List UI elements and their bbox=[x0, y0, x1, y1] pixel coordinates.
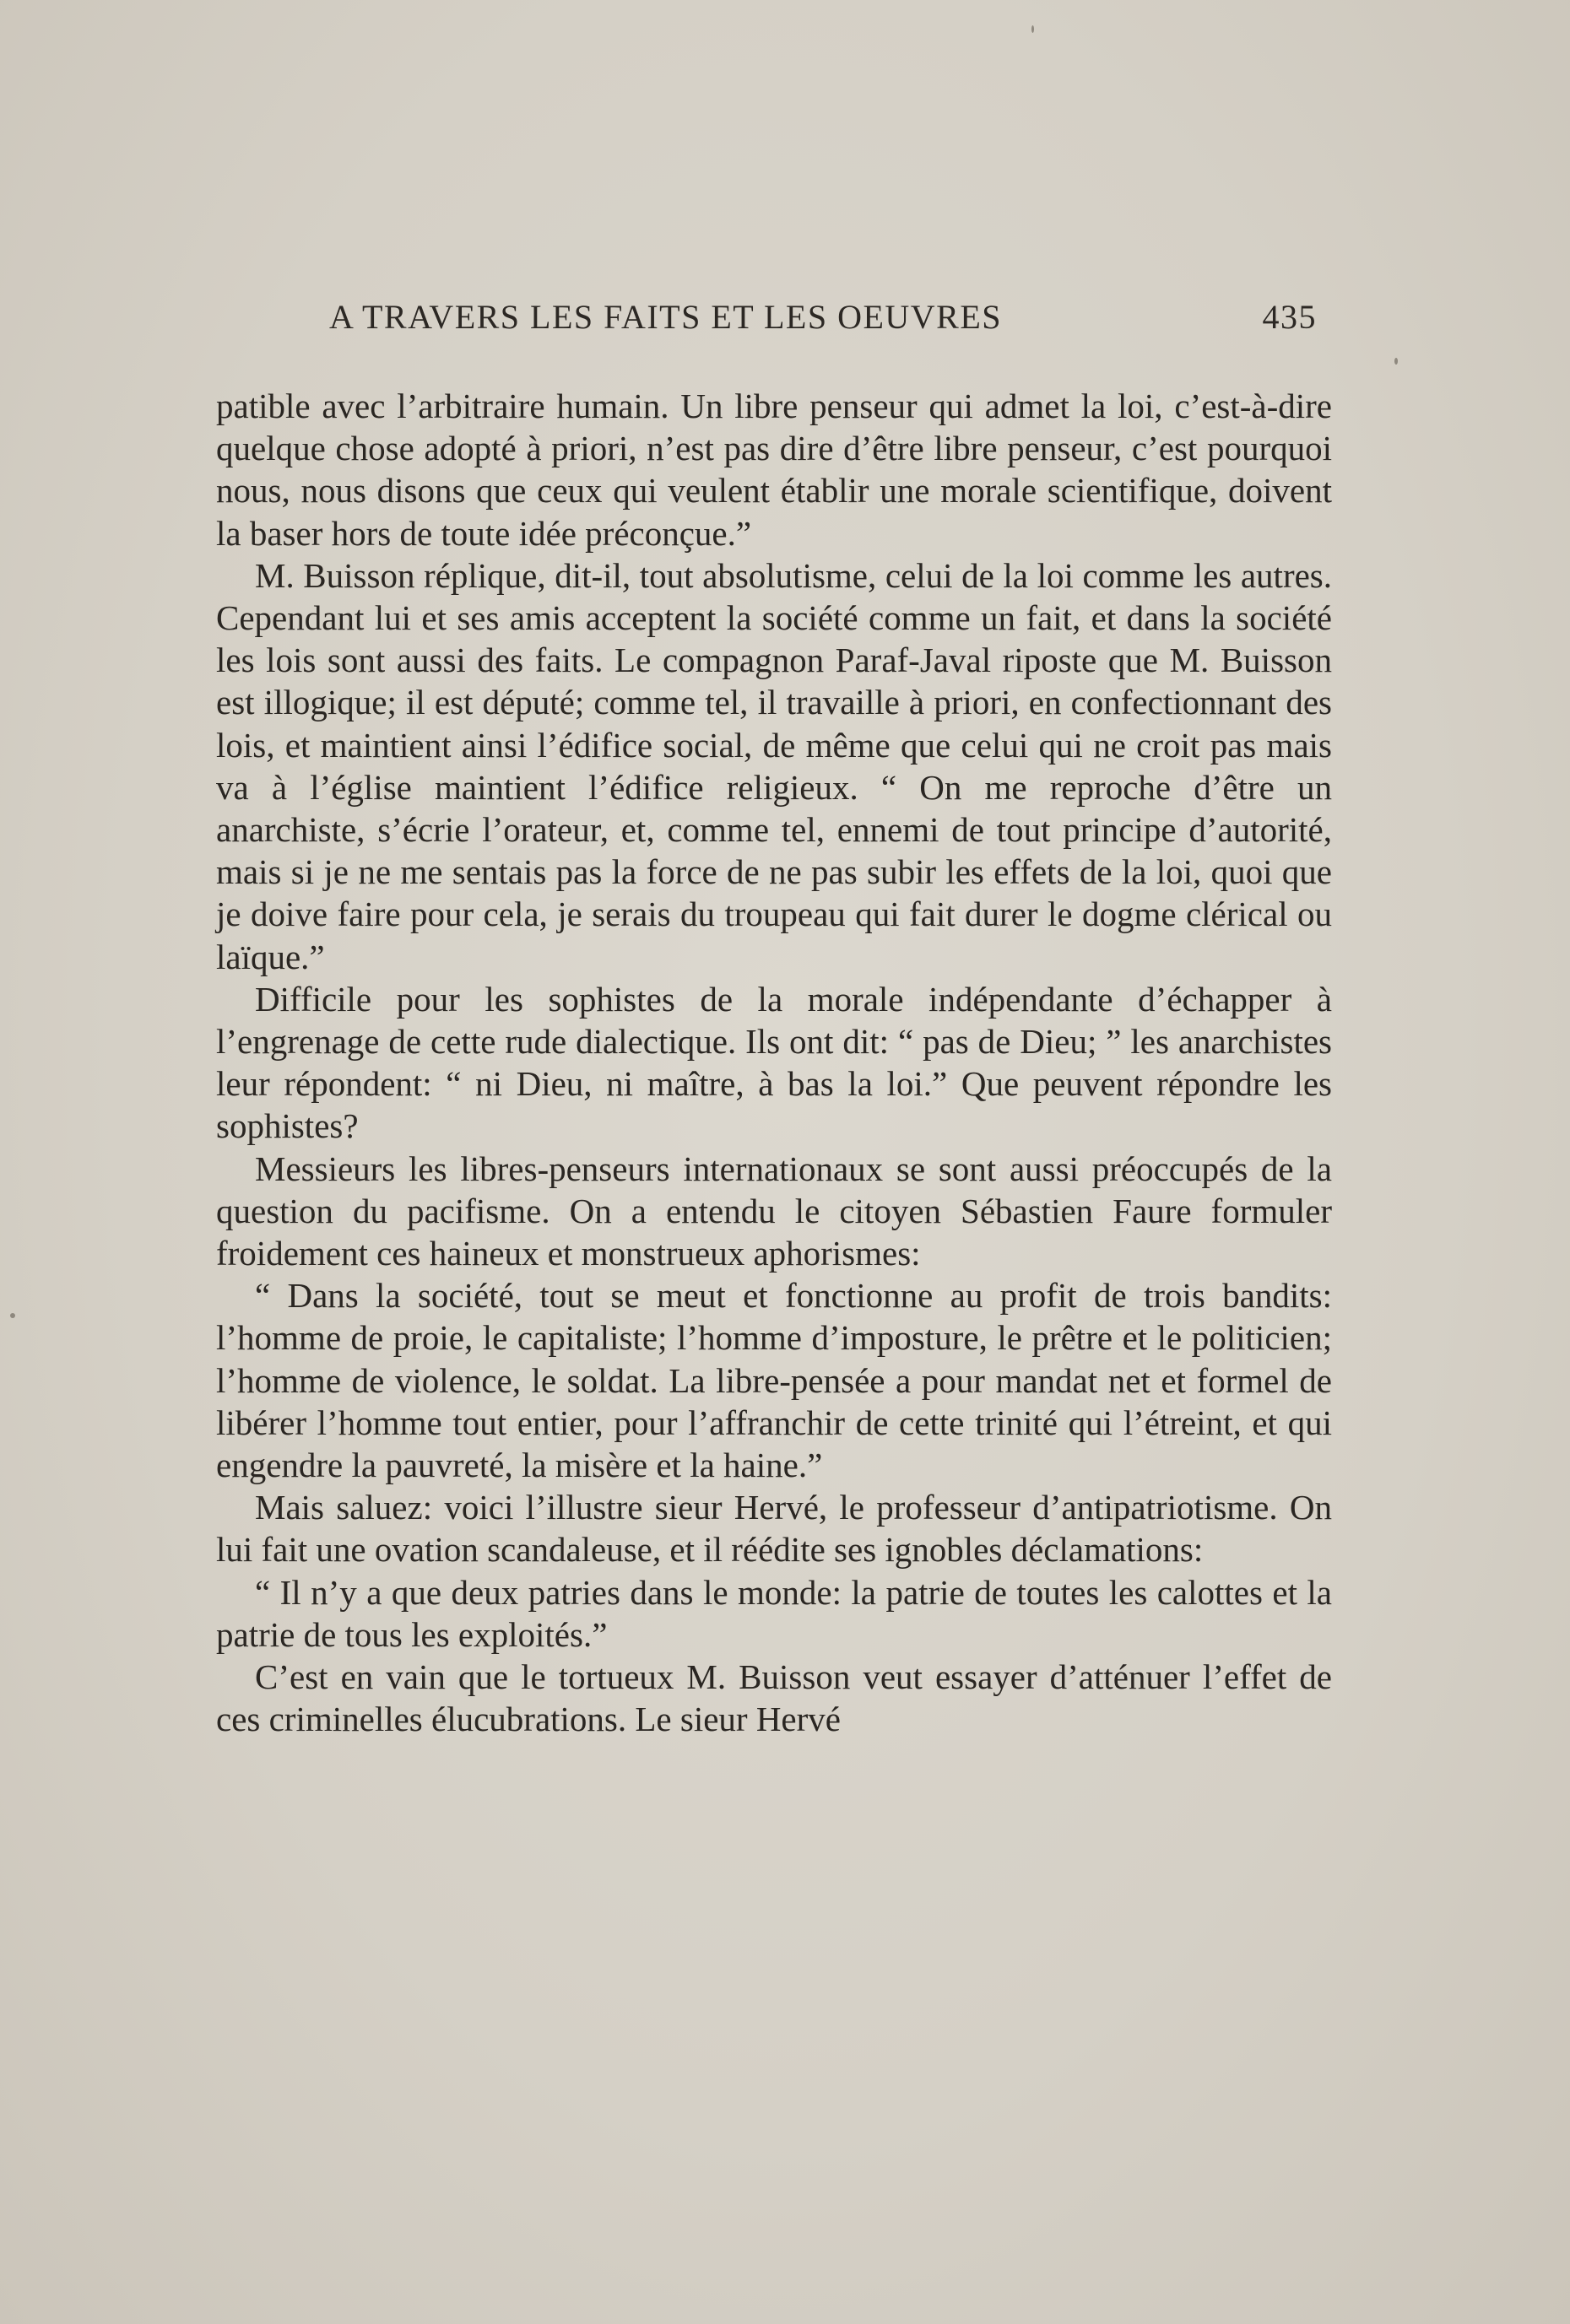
paper-speck bbox=[1394, 358, 1398, 365]
paragraph-sophists: Difficile pour les sophistes de la morale indépendante d’échapper à l’engrenage de cette rude dialectique. Ils ont dit: “ pas de Dieu; ” les anarchistes leur répondent: “ ni Dieu, ni maître, à bas la loi.” Que peuvent répondre les sophistes? bbox=[216, 979, 1332, 1146]
paragraph-buisson-reply: M. Buisson réplique, dit-il, tout absolutisme, celui de la loi comme les autres. Cependant lui et ses amis acceptent la société comme un fait, et dans la société les lois sont aussi des faits. Le compagnon Paraf-Javal riposte que M. Buisson est illogique; il est député; comme tel, il travaille à priori, en confectionnant des lois, et maintient ainsi l’édifice social, de même que celui qui ne croit pas mais va à l’église maintient l’édifice religieux. “ On me reproche d’être un anarchiste, s’écrie l’orateur, et, comme tel, ennemi de tout principe d’autorité, mais si je ne me sentais pas la force de ne pas subir les effets de la loi, quoi que je doive faire pour cela, je serais du troupeau qui fait durer le dogme clérical ou laïque.” bbox=[216, 555, 1332, 976]
quote-herve: “ Il n’y a que deux patries dans le monde: la patrie de toutes les calottes et la patrie de tous les exploités.” bbox=[216, 1572, 1332, 1654]
body-text bbox=[216, 385, 1332, 1741]
paragraph-herve: Mais saluez: voici l’illustre sieur Hervé, le professeur d’antipatriotisme. On lui fait une ovation scandaleuse, et il réédite ses ignobles déclamations: bbox=[216, 1488, 1332, 1570]
running-title: A TRAVERS LES FAITS ET LES OEUVRES bbox=[329, 298, 1003, 336]
running-header bbox=[329, 297, 1317, 348]
paper-speck bbox=[10, 1313, 15, 1318]
page-number: 435 bbox=[1262, 298, 1317, 336]
paragraph-pacifism: Messieurs les libres-penseurs internationaux se sont aussi préoccupés de la question du pacifisme. On a entendu le citoyen Sébastien Faure formuler froidement ces haineux et monstrueux aphorismes: bbox=[216, 1148, 1332, 1273]
paragraph-closing: C’est en vain que le tortueux M. Buisson veut essayer d’atténuer l’effet de ces criminelles élucubrations. Le sieur Hervé bbox=[216, 1657, 1332, 1739]
paper-speck bbox=[1031, 25, 1034, 33]
paragraph-continuation: patible avec l’arbitraire humain. Un libre penseur qui admet la loi, c’est-à-dire quelque chose adopté à priori, n’est pas dire d’être libre penseur, c’est pourquoi nous, nous disons que ceux qui veulent établir une morale scientifique, doivent la baser hors de toute idée préconçue.” bbox=[216, 386, 1332, 553]
quote-faure: “ Dans la société, tout se meut et fonctionne au profit de trois bandits: l’homme de proie, le capitaliste; l’homme d’imposture, le prêtre et le politicien; l’homme de violence, le soldat. La libre-pensée a pour mandat net et formel de libérer l’homme tout entier, pour l’affranchir de cette trinité qui l’étreint, et qui engendre la pauvreté, la misère et la haine.” bbox=[216, 1276, 1332, 1485]
